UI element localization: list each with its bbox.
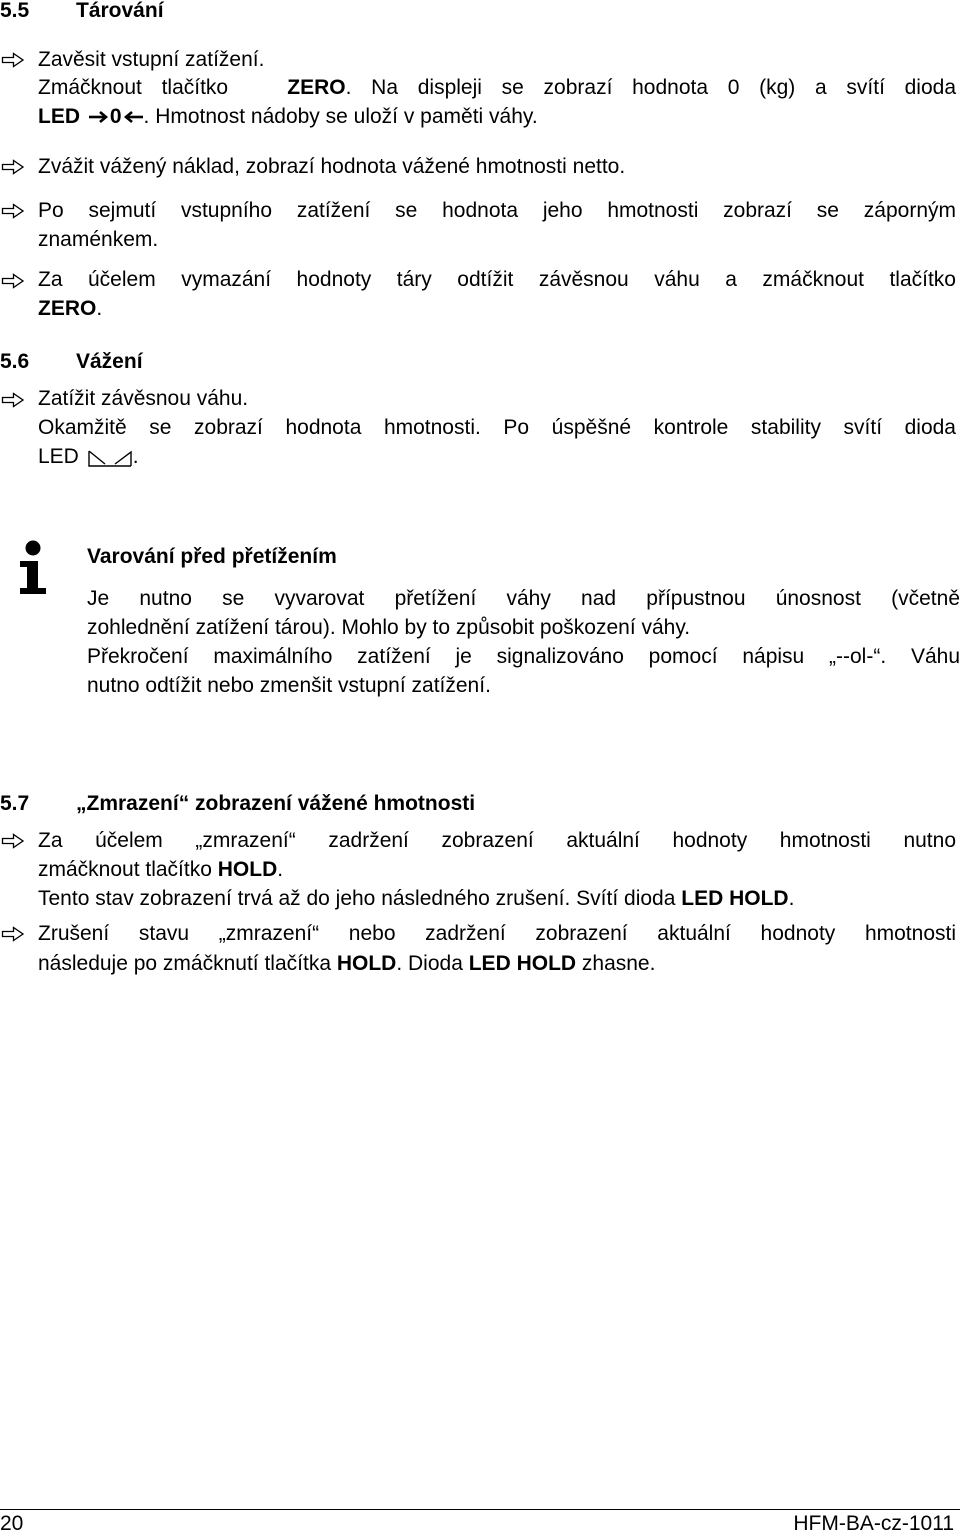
bullet-text: následuje po zmáčknutí tlačítka HOLD. Dioda LED HOLD zhasne.	[38, 952, 656, 975]
warning-text: nutno odtížit nebo zmenšit vstupní zatížení.	[87, 674, 491, 697]
bullet-text: Zrušení stavu „zmrazení“ nebo zadržení zobrazení aktuální hodnoty hmotnosti	[38, 922, 956, 945]
section-5-6-heading	[0, 349, 143, 375]
outline-arrow-icon	[1, 926, 25, 942]
bullet-text: LED .	[38, 445, 139, 468]
led-hold-label: LED HOLD	[681, 887, 789, 910]
section-number: 5.6	[0, 350, 30, 373]
zero-arrow-icon	[122, 109, 144, 125]
section-number: 5.7	[0, 792, 30, 815]
outline-arrow-icon	[1, 52, 25, 68]
bullet-text: Zavěsit vstupní zatížení.	[38, 48, 265, 71]
page-number: 20	[0, 1512, 24, 1535]
outline-arrow-icon	[1, 833, 25, 849]
warning-text: zohlednění zatížení tárou). Mohlo by to způsobit poškození váhy.	[87, 616, 691, 639]
footer-rule	[0, 1509, 960, 1510]
hold-key-label: HOLD	[217, 858, 278, 881]
bullet-text: Okamžitě se zobrazí hodnota hmotnosti. Po úspěšné kontrole stability svítí dioda	[38, 416, 956, 439]
zero-key-label: ZERO	[38, 297, 97, 320]
bullet-text: Zatížit závěsnou váhu.	[38, 387, 249, 410]
outline-arrow-icon	[1, 159, 25, 175]
bullet-text: znaménkem.	[38, 228, 159, 251]
bullet-text: LED 0 . Hmotnost nádoby se uloží v paměti váhy.	[38, 105, 538, 128]
bullet-text: zmáčknout tlačítko HOLD.	[38, 858, 284, 881]
bullet-text: Za účelem vymazání hodnoty táry odtížit závěsnou váhu a zmáčknout tlačítko	[38, 268, 956, 291]
outline-arrow-icon	[1, 273, 25, 289]
bullet-text: ZERO.	[38, 297, 103, 320]
section-number: 5.5	[0, 0, 30, 22]
outline-arrow-icon	[1, 203, 25, 219]
section-title: „Zmrazení“ zobrazení vážené hmotnosti	[76, 792, 476, 815]
bullet-text: Za účelem „zmrazení“ zadržení zobrazení aktuální hodnoty hmotnosti nutno	[38, 829, 956, 852]
warning-text: Překročení maximálního zatížení je signalizováno pomocí nápisu „--ol-“. Váhu	[87, 645, 960, 668]
section-title: Tárování	[76, 0, 164, 22]
hold-key-label: HOLD	[336, 952, 397, 975]
warning-title: Varování před přetížením	[87, 545, 337, 568]
stability-icon	[87, 448, 133, 468]
section-title: Vážení	[76, 350, 143, 373]
section-5-5-heading	[0, 0, 164, 24]
outline-arrow-icon	[1, 392, 25, 408]
bullet-text: Zvážit vážený náklad, zobrazí hodnota vážené hmotnosti netto.	[38, 155, 626, 178]
section-5-7-heading	[0, 791, 475, 817]
info-icon	[16, 540, 50, 596]
zero-key-label: ZERO	[287, 76, 346, 99]
led-hold-label: LED HOLD	[468, 952, 577, 975]
zero-arrow-icon	[88, 109, 110, 125]
warning-text: Je nutno se vyvarovat přetížení váhy nad přípustnou únosnost (včetně	[87, 587, 960, 610]
bullet-text: Tento stav zobrazení trvá až do jeho následného zrušení. Svítí dioda LED HOLD.	[38, 887, 795, 910]
bullet-text: Po sejmutí vstupního zatížení se hodnota jeho hmotnosti zobrazí se záporným	[38, 199, 956, 222]
bullet-text: Zmáčknout tlačítko ZERO. Na displeji se zobrazí hodnota 0 (kg) a svítí dioda	[38, 76, 957, 99]
document-id: HFM-BA-cz-1011	[793, 1512, 954, 1535]
